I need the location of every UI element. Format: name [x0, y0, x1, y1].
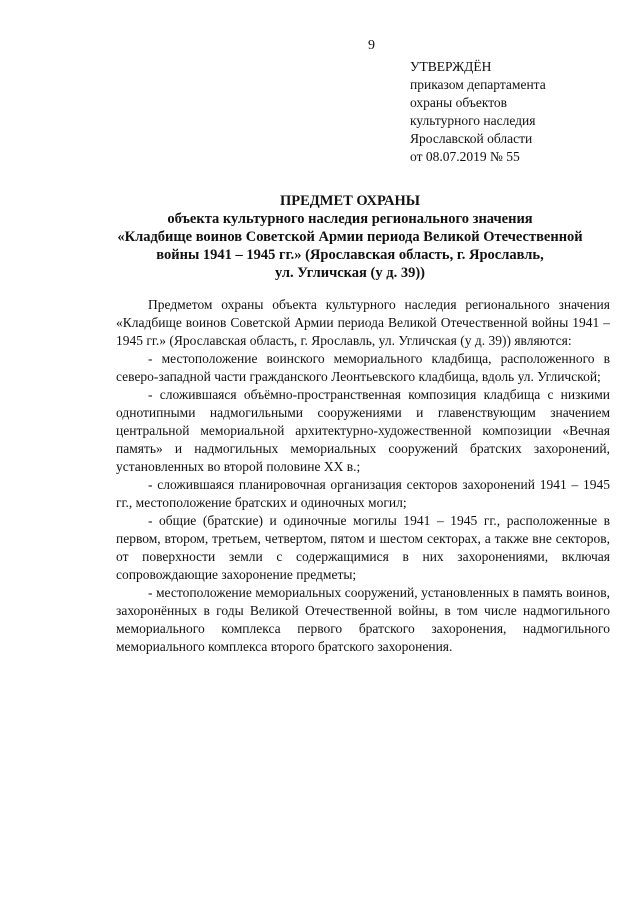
- title-line: войны 1941 – 1945 гг.» (Ярославская область, г. Ярославль,: [156, 247, 544, 263]
- list-item: - сложившаяся объёмно-пространственная композиция кладбища с низкими однотипными надмогильными сооружениями и главенствующим значением центральной мемориальной архитектурно-художественной композиции «Вечная память» и надмогильных мемориальных сооружений братских захоронений, установленных во второй половине XX в.;: [116, 387, 610, 474]
- title-line: «Кладбище воинов Советской Армии периода Великой Отечественной: [117, 229, 583, 245]
- document-body: [116, 296, 610, 656]
- title-line: объекта культурного наследия регионального значения: [167, 211, 533, 227]
- page-number: 9: [368, 38, 375, 53]
- approval-line: приказом департамента: [410, 77, 546, 92]
- title-line: ул. Угличская (у д. 39)): [275, 265, 425, 281]
- approval-line: УТВЕРЖДЁН: [410, 59, 492, 74]
- list-item: - общие (братские) и одиночные могилы 1941 – 1945 гг., расположенные в первом, втором, третьем, четвертом, пятом и шестом секторах, а также вне секторов, от поверхности земли с содержащимися в них захоронениями, включая сопровождающие захоронение предметы;: [116, 513, 610, 582]
- approval-line: от 08.07.2019 № 55: [410, 149, 520, 164]
- list-item: - сложившаяся планировочная организация секторов захоронений 1941 – 1945 гг., местоположение братских и одиночных могил;: [116, 477, 610, 510]
- list-item: - местоположение воинского мемориального кладбища, расположенного в северо-западной части гражданского Леонтьевского кладбища, вдоль ул. Угличской;: [116, 351, 610, 384]
- list-item: - местоположение мемориальных сооружений, установленных в память воинов, захоронённых в годы Великой Отечественной войны, в том числе надмогильного мемориального комплекса первого братского захоронения, надмогильного мемориального комплекса второго братского захоронения.: [116, 585, 610, 654]
- approval-line: культурного наследия: [410, 113, 536, 128]
- approval-block: [410, 58, 546, 166]
- intro-paragraph: Предметом охраны объекта культурного наследия регионального значения «Кладбище воинов Советской Армии периода Великой Отечественной войны 1941 – 1945 гг.» (Ярославская область, г. Ярославль, ул. Угличская (у д. 39)) являются:: [116, 297, 610, 348]
- title-line: ПРЕДМЕТ ОХРАНЫ: [279, 193, 421, 209]
- approval-line: охраны объектов: [410, 95, 508, 110]
- document-title: [90, 192, 610, 282]
- approval-line: Ярославской области: [410, 131, 533, 146]
